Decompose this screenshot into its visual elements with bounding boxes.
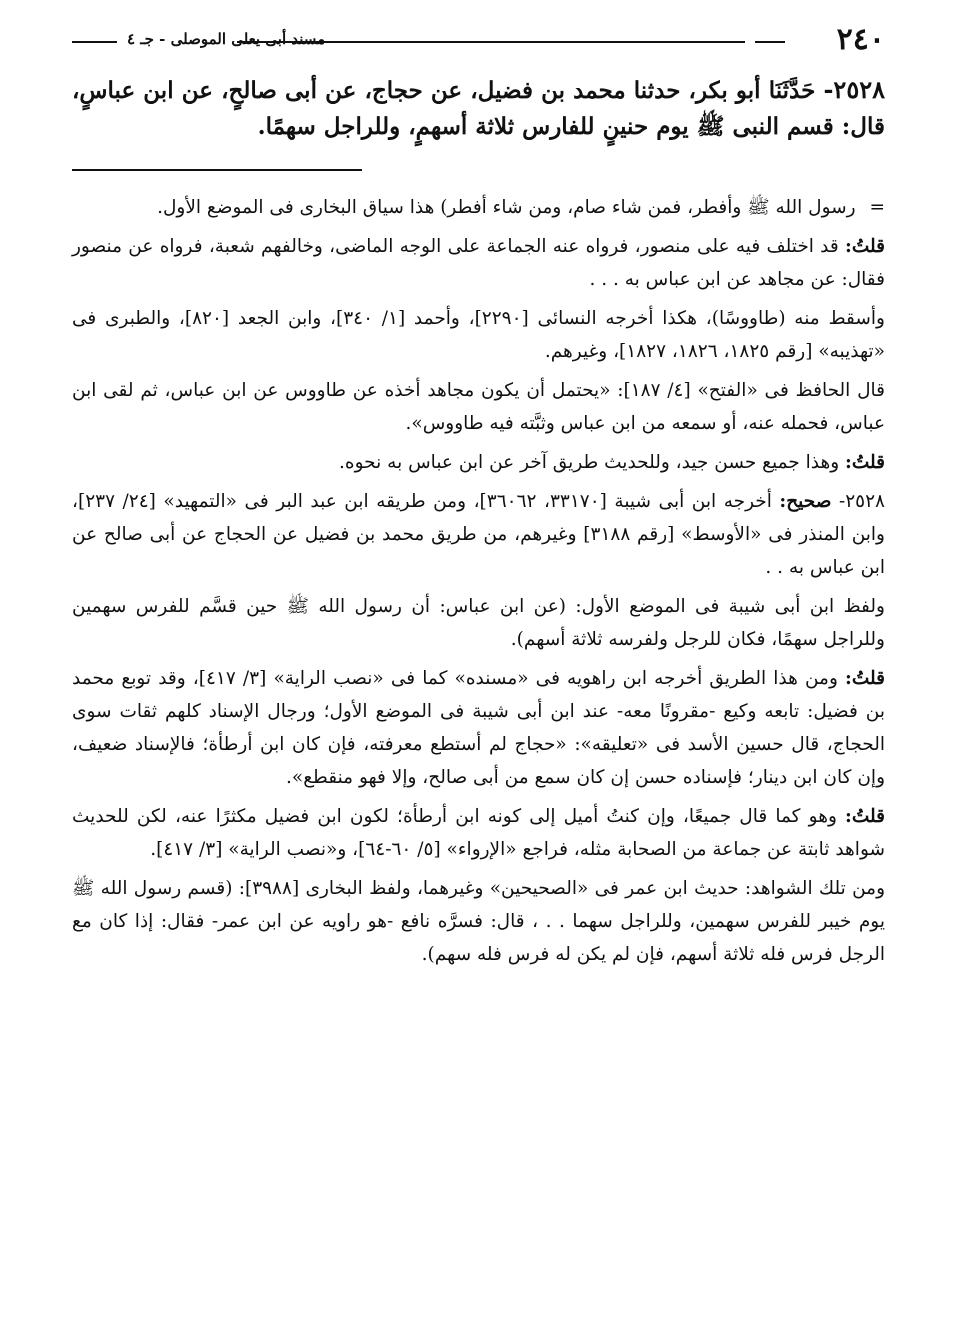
footnote-paragraph [72,590,885,656]
running-header [72,20,885,60]
footnote-paragraph [72,191,885,224]
footnote-paragraph [72,302,885,368]
qultu-lead: قلتُ: [845,668,885,689]
footnote-number: ٢٥٢٨- [838,491,885,512]
footnote-text: وهذا جميع حسن جيد، وللحديث طريق آخر عن ابن عباس به نحوه. [339,452,840,473]
footnotes [72,191,885,971]
qultu-lead: قلتُ: [845,806,885,827]
continuation-marker: = [869,197,885,218]
footnote-text: وهو كما قال جميعًا، وإن كنتُ أميل إلى كونه ابن أرطأة؛ لكون ابن فضيل مكثرًا عنه، لكن للحديث شواهد ثابتة عن جماعة من الصحابة مثله، فراجع «الإرواء» [٥/ ٦٠-٦٤]، و«نصب الراية» [٣/ ٤١٧]. [72,806,885,860]
footnote-paragraph [72,800,885,866]
running-title: مسند أبى يعلى الموصلى - جـ ٤ [127,30,326,48]
footnote-text: ولفظ ابن أبى شيبة فى الموضع الأول: (عن ابن عباس: أن رسول الله ﷺ حين قسَّم للفرس سهمين وللراجل سهمًا، فكان للرجل ولفرسه ثلاثة أسهم). [72,596,885,650]
footnote-text: قال الحافظ فى «الفتح» [٤/ ١٨٧]: «يحتمل أن يكون مجاهد أخذه عن طاووس عن ابن عباس، ثم لقى ابن عباس، فحمله عنه، أو سمعه من ابن عباس وثبَّته فيه طاووس». [72,380,885,434]
header-rule [755,41,785,43]
main-hadith [72,72,885,145]
hadith-text: أبو بكر، حدثنا محمد بن فضيل، عن حجاج، عن أبى صالحٍ، عن ابن عباسٍ، قال: قسم النبى ﷺ يوم حنينٍ للفارس ثلاثة أسهمٍ، وللراجل سهمًا. [72,77,885,140]
footnote-paragraph [72,662,885,794]
footnote-paragraph [72,446,885,479]
qultu-lead: قلتُ: [845,452,885,473]
footnote-text: رسول الله ﷺ وأفطر، فمن شاء صام، ومن شاء أفطر) هذا سياق البخارى فى الموضع الأول. [157,197,856,218]
footnote-paragraph [72,485,885,584]
page-number: ٢٤٠ [836,22,885,57]
footnote-text: وأسقط منه (طاووسًا)، هكذا أخرجه النسائى [٢٢٩٠]، وأحمد [١/ ٣٤٠]، وابن الجعد [٨٢٠]، والطبرى فى «تهذيبه» [رقم ١٨٢٥، ١٨٢٦، ١٨٢٧]، وغيرهم. [72,308,885,362]
footnote-text: قد اختلف فيه على منصور، فرواه عنه الجماعة على الوجه الماضى، وخالفهم شعبة، فرواه عن منصور فقال: عن مجاهد عن ابن عباس به . . . [72,236,885,290]
footnote-paragraph [72,230,885,296]
footnote-paragraph [72,374,885,440]
hadith-number: ٢٥٢٨- [823,75,885,104]
footnote-text: ومن هذا الطريق أخرجه ابن راهويه فى «مسنده» كما فى «نصب الراية» [٣/ ٤١٧]، وقد توبع محمد بن فضيل: تابعه وكيع -مقرونًا معه- عند ابن أبى شيبة فى الموضع الأول؛ ورجال الإسناد كلهم ثقات سوى الحجاج، قال حسين الأسد فى «تعليقه»: «حجاج لم أستطع معرفته، فإن كان ابن أرطأة؛ فالإسناد ضعيف، وإن كان ابن دينار؛ فإسناده حسن إن كان سمع من أبى صالح، وإلا فهو منقطع». [72,668,885,788]
footnote-paragraph [72,872,885,971]
grading-label: صحيح: [779,491,832,512]
footnote-separator [72,169,362,171]
footnote-text: أخرجه ابن أبى شيبة [٣٣١٧٠، ٣٦٠٦٢]، ومن طريقه ابن عبد البر فى «التمهيد» [٢٤/ ٢٣٧]، وابن المنذر فى «الأوسط» [رقم ٣١٨٨] وغيرهم، من طريق محمد بن فضيل عن الحجاج عن أبى صالح عن ابن عباس به . . [72,491,885,578]
qultu-lead: قلتُ: [845,236,885,257]
page [72,20,885,1310]
header-rule [72,41,117,43]
footnote-text: ومن تلك الشواهد: حديث ابن عمر فى «الصحيحين» وغيرهما، ولفظ البخارى [٣٩٨٨]: (قسم رسول الله ﷺ يوم خيبر للفرس سهمين، وللراجل سهما . . ، قال: فسرَّه نافع -هو راويه عن ابن عمر- فقال: إذا كان مع الرجل فرس فله ثلاثة أسهم، فإن لم يكن له فرس فله سهم). [72,878,886,965]
hadith-opening: حَدَّثَنَا [768,77,816,104]
